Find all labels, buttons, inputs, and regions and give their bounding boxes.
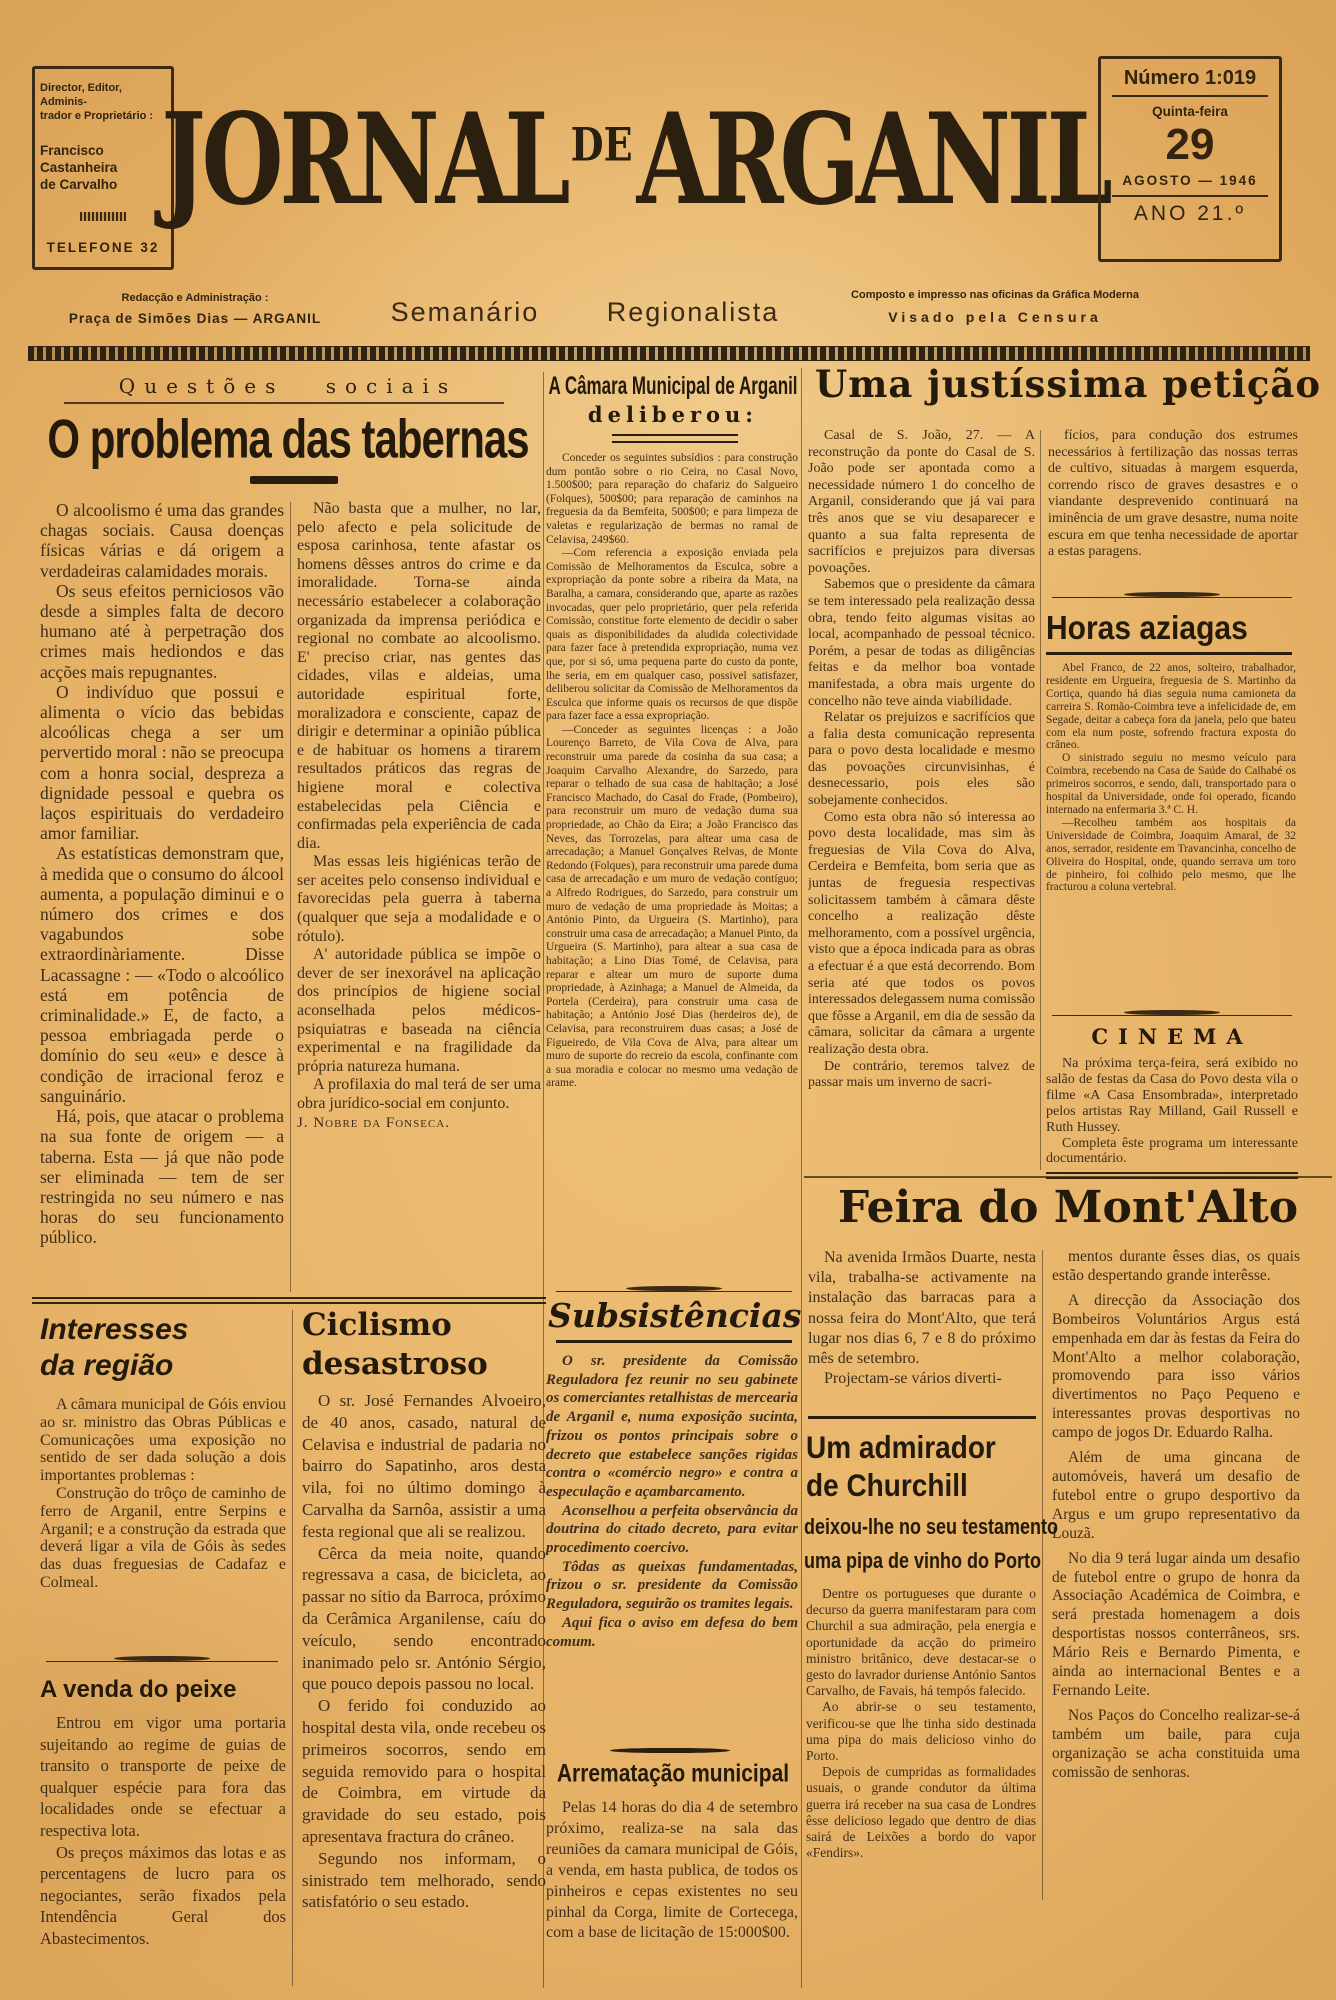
churchill-article — [806, 1586, 1036, 1861]
paragraph: Os preços máximos das lotas e as percentagens de lucro para os negociantes, serão fixados pela Intendência Geral dos Abastecimentos. — [40, 1842, 286, 1948]
paragraph: fícios, para condução dos estrumes necessários à fertilização das nossas terras de cultivo, situadas à margem esquerda, correndo risco de graves desastres e o viandante desprevenido continuará na iminência de um grave desastre, numa noite escura em que tenha necessidade de aportar a estas paragens. — [1048, 428, 1298, 560]
masthead-word-de: DE — [570, 117, 633, 171]
paragraph: O alcoolismo é uma das grandes chagas sociais. Causa doenças físicas várias e dá origem a verdadeiras calamidades morais. — [40, 500, 284, 581]
paragraph: Completa êste programa um interessante documentário. — [1046, 1135, 1298, 1167]
paragraph: O ferido foi conduzido ao hospital desta vila, onde recebeu os primeiros socorros, sendo em seguida removido para o hospital de Coimbra, em virtude da gravidade do seu estado, pois apresentava fractura do crâneo. — [302, 1696, 546, 1846]
paragraph: As estatísticas demonstram que, à medida que o consumo do álcool aumenta, a população diminui e o número dos crimes e dos vagabundos sobe extraordinàriamente. Disse Lacassagne : — «Todo o alcoólico está em potência de criminalidade.» E, de facto, a pessoa embriagada perde o domínio do seu «eu» e desce à condição de irracional feroz e sanguinário. — [40, 843, 284, 1106]
horas-article — [1046, 662, 1296, 894]
paragraph: Mas essas leis higiénicas terão de ser aceites pelo consenso individual e favorecidas pela guerra à taberna (qualquer que seja a modalidade e o rótulo). — [297, 853, 541, 945]
headline-deliberou: deliberou: — [587, 402, 759, 427]
printer-credit: Composto e impresso nas oficinas da Gráfica Moderna — [851, 289, 1139, 301]
paragraph: Conceder os seguintes subsídios : para construção dum pontão sobre o rio Ceira, no Casal Novo, 1.500$00; para reparação do chafariz do Salgueiro (Folques), 500$00; para reparação de caminhos na freguesia da da Bemfeita, 500$00; e para limpeza de valetas e regularização de bermas no ramal de Celavisa, 249$60. — [546, 452, 798, 546]
masthead-rule — [28, 346, 1310, 361]
headline-churchill-line2 — [806, 1468, 1040, 1503]
section-divider — [46, 1658, 278, 1665]
paragraph: O sinistrado seguiu no mesmo veículo para Coimbra, recebendo na Casa de Saúde do Calhabé os primeiros socorros, e sendo, dali, transportado para o hospital da Universidade, onde foi operado, ficando internado na enfermaria 3.ª C. H. — [1046, 752, 1296, 816]
paragraph: —Com referencia a exposição enviada pela Comissão de Melhoramentos da Esculca, sobre a expropriação da ponte sobre a ribeira da Mata, na Baralha, a camara, considerando que, aparte as razões invocadas, quer pelo proprietário, quer pela referida Comissão, constitue forte elemento de decidir o saber quais as disponibilidades da aludida colectividade para fazer face à pretendida expropriação, numa vez que, por si só, uma pequena parte do custo da ponte, lhe seria, em em qualquer caso, possivel satisfazer, deliberou solicitar da Comissão de Melhoramentos da Esculca que informe quais os recursos de que dispõe para fazer face a essa expropriação. — [546, 547, 798, 723]
paragraph: A profilaxia do mal terá de ser uma obra jurídico-social em conjunto. — [297, 1076, 541, 1112]
headline-churchill-line1 — [806, 1430, 1040, 1465]
headline-arrematacao-text: Arrematação municipal — [556, 1760, 790, 1788]
paragraph: Tôdas as queixas fundamentadas, frizou o sr. presidente da Comissão Reguladora, seguirão os tramites legais. — [546, 1558, 798, 1613]
headline-venda: A venda do peixe — [40, 1676, 237, 1703]
paragraph: Aconselhou a perfeita observância da doutrina do citado decreto, para evitar procedimento coercivo. — [546, 1502, 798, 1557]
paragraph: —Conceder as seguintes licenças : a João Lourenço Barreto, de Vila Cova de Alva, para reconstruir uma parede da cosinha da sua casa; a Joaquim Carvalho Alexandre, do Sarzedo, para reparar o telhado de sua casa de habitação; a José Francisco Machado, do Casal do Frade, (Pombeiro), para reconstruir um muro de vedação duma sua propriedade, ao Chão da Eira; a João Francisco das Neves, das Torrozelas, para altear uma casa de arrecadação; a Manuel Gonçalves Relvas, de Monte Redondo (Folques), para reconstruir uma parede duma casa de arrecadação e um muro de vedação contíguo; a Alfredo Rodrigues, do Sarzedo, para construir um muro de vedação de uma propriedade às Moitas; a António Pinto, da Urgueira (S. Martinho), para construir uma casa de arrecadação; a Manuel Pinto, da Urgueira (S. Martinho), para altear a sua casa de habitação; a Lino Dias Tomé, de Celavisa, para reparar e altear um muro de suporte duma propriedade, à Azinhaga; a Manuel de Almeida, da Portela (Cerdeira), para construir uma casa de habitação; a António José Dias (herdeiros de), de Celavisa, para reconstruirem duas casas; a José de Figueiredo, de Vila Cova de Alva, para altear um muro de suporte do recreio da escola, confinante com a sua moradia e colocar no mesmo uma vedação de arame. — [546, 723, 798, 1090]
peticao-column-1 — [808, 428, 1035, 1092]
paragraph: O indivíduo que possui e alimenta o vício das bebidas alcoólicas chega a ser um pervertido moral : não se preocupa com a honra social, despreza a dignidade pessoal e quebra os laços espirituais do verdadeiro amor familiar. — [40, 681, 284, 844]
issue-day: 29 — [1165, 120, 1215, 169]
column-divider — [1042, 1250, 1043, 1900]
paragraph: Além de uma gincana de automóveis, haverá um desafio de futebol entre o grupo desportivo da Argus e um grupo representativo da Louzã. — [1052, 1449, 1300, 1542]
headline-feira: Feira do Mont'Alto — [837, 1182, 1299, 1233]
admin-label-line2: trador e Proprietário : — [40, 110, 154, 122]
paragraph: Projectam-se vários diverti- — [824, 1370, 1002, 1388]
admin-label — [40, 81, 166, 123]
kicker-underline — [64, 402, 504, 404]
headline-ciclismo-line1: Ciclismo — [302, 1307, 452, 1343]
headline-arrematacao — [548, 1760, 798, 1788]
redaccao-label: Redacção e Administração : — [121, 292, 269, 304]
headline-double-underline — [612, 434, 738, 443]
paragraph: Não basta que a mulher, no lar, pelo afecto e pela solicitude de esposa carinhosa, tente afastar os homens dêsses antros do crime e da imoralidade. Torna-se ainda necessário estabelecer a colaboração organizada da imprensa periódica e regional no combate ao alcoolismo. E' preciso criar, nas gentes das cidades, vilas e aldeias, uma autoridade espiritual forte, moralizadora e consciente, capaz de dirigir e determinar a opinião pública e de habituar os homens a tirarem resultados práticos das regras de higiene moral e colectiva estabelecidas pela Ciência e confirmadas pela experiência de cada dia. — [297, 500, 541, 852]
headline-cinema: CINEMA — [1091, 1024, 1253, 1049]
arrematacao-article — [546, 1798, 798, 1944]
masthead-title — [161, 60, 1109, 260]
headline-tabernas-text: O problema das tabernas — [47, 408, 529, 470]
paragraph: O sr. presidente da Comissão Reguladora fez reunir no seu gabinete os comerciantes retalhistas de mercearia de Arganil e, numa exposição sucinta, frizou os pontos principais sobre o decreto que estabelece sanções rigidas contra o «comércio negro» e contra a especulação e açambarcamento. — [546, 1353, 798, 1500]
headline-camara-text: A Câmara Municipal de Arganil — [548, 372, 798, 400]
censorship-notice: Visado pela Censura — [888, 309, 1102, 325]
paragraph: De contrário, teremos talvez de passar mais um inverno de sacri- — [808, 1058, 1035, 1091]
paragraph: A direcção da Associação dos Bombeiros Voluntários Argus está empenhada em dar às festas da Feira do Mont'Alto a melhor colaboração, promovendo para isso vários divertimentos no Paço Pequeno e interessantes provas desportivas no campo de jogos Dr. Eduardo Ralha. — [1052, 1291, 1300, 1442]
paragraph: Os seus efeitos perniciosos vão desde a simples falta de decoro humano até à perpetração dos crimes mais hediondos e das acções mais repugnantes. — [40, 580, 284, 682]
column-divider — [290, 502, 291, 1292]
paragraph: mentos durante êsses dias, os quais estão despertando grande interêsse. — [1052, 1248, 1300, 1284]
paragraph: A' autoridade pública se impõe o dever de ser inexorável na aplicação dos princípios de higiene social aconselhada pelos médicos-psiquiatras e baseada na ciência experimental e na fragilidade da própria natureza humana. — [297, 946, 541, 1075]
column-divider — [292, 1310, 293, 1986]
headline-tabernas — [34, 408, 542, 470]
issue-number: Número 1:019 — [1112, 67, 1268, 97]
camara-article — [546, 452, 798, 1091]
section-rule — [808, 1416, 1036, 1419]
paragraph: Entrou em vigor uma portaria sujeitando ao regime de guias de transito o transporte de peixe de qualquer espécie para fora das localidades onde se efectuar a respectiva lota. — [40, 1713, 286, 1840]
paragraph: —Recolheu também aos hospitais da Universidade de Coimbra, Joaquim Amaral, de 32 anos, serrador, residente em Travancinha, concelho de Oliveira do Hospital, onde, quando serrava um toro de pinheiro, foi colhido pelo mesmo, que lhe fracturou a coluna vertebral. — [1046, 816, 1296, 894]
headline-camara — [548, 372, 798, 400]
churchill-deck-text2: uma pipa de vinho do Porto — [804, 1548, 1042, 1573]
section-rule — [32, 1297, 546, 1304]
paragraph: Aqui fica o aviso em defesa do bem comum. — [546, 1614, 798, 1650]
owner-name-line1: Francisco Castanheira — [40, 143, 118, 175]
interesses-article — [40, 1396, 286, 1592]
headline-underline — [556, 1340, 792, 1343]
headline-interesses — [40, 1312, 286, 1384]
section-divider — [1052, 594, 1292, 601]
paragraph: No dia 9 terá lugar ainda um desafio de futebol entre o grupo de honra da Associação Académica de Coimbra, e será prestada homenagem a dois desportistas nossos conterrâneos, srs. Mário Reis e Bernardo Pimenta, e ainda ao internacional Bentes e a Fernando Leite. — [1052, 1549, 1300, 1699]
tagline: Semanário Regionalista — [390, 297, 780, 327]
owner-name-line2: de Carvalho — [40, 177, 118, 192]
headline-peticao: Uma justíssima petição — [815, 362, 1321, 406]
headline-horas — [1046, 610, 1300, 647]
redaccao-address: Praça de Simões Dias — ARGANIL — [68, 311, 322, 326]
paragraph: Abel Franco, de 22 anos, solteiro, trabalhador, residente em Urgueira, freguesia de S. Martinho da Cortiça, quando há dias seguia numa camioneta da carreira S. Romão-Coimbra teve a infelicidade de, em Segade, deitar a cabeça fora da janela, pelo que bateu com ela num poste, sofrendo fractura exposta do crâneo. — [1046, 662, 1296, 752]
tabernas-column-2 — [297, 500, 541, 1132]
headline-subsistencias: Subsistências — [548, 1296, 802, 1335]
headline-underline — [1046, 652, 1292, 655]
paragraph: Na próxima terça-feira, será exibido no salão de festas da Casa do Povo desta vila o filme «A Casa Ensombrada», interpretado pelos artistas Ray Milland, Gail Russell e Ruth Hussey. — [1046, 1056, 1298, 1135]
paragraph: Segundo nos informam, o sinistrado tem melhorado, sendo satisfatório o seu estado. — [302, 1848, 546, 1912]
column-divider — [801, 368, 802, 1988]
section-divider — [1052, 1012, 1292, 1019]
paragraph: A câmara municipal de Góis enviou ao sr. ministro das Obras Públicas e Comunicações uma exposição no sentido de ser dada solução a dois importantes problemas : — [40, 1396, 286, 1485]
author-signature: J. Nobre da Fonseca. — [297, 1114, 450, 1131]
headline-ornament-bar — [250, 476, 338, 484]
paragraph: Nos Paços do Concelho realizar-se-á também um baile, para cuja organização se acha constituida uma comissão de senhoras. — [1052, 1706, 1300, 1781]
churchill-deck-line1 — [804, 1514, 1059, 1539]
paragraph: Como esta obra não só interessa ao povo desta localidade, mas sim às freguesias de Vila Cova do Alva, Cerdeira e Bemfeita, bom seria que as juntas de freguesia respectivas solicitassem também à câmara dêste concelho a realização dêste melhoramento, com a possível urgência, visto que a época indicada para as obras a efectuar é a que está decorrendo. Bom seria até que todos os povos interessados delegassem numa comissão que fôsse a Arganil, em dia de sessão da câmara, solicitar da câmara a urgente realização desta obra. — [808, 809, 1035, 1057]
column-divider — [1040, 430, 1041, 1170]
telephone-number: TELEFONE 32 — [46, 240, 160, 255]
issue-info-box — [1098, 56, 1282, 262]
paragraph: O sr. José Fernandes Alvoeiro, de 40 anos, casado, natural de Celavisa e industrial de padaria no bairro do Sapatinho, aros desta vila, foi no último domingo à Carvalha da Sarnôa, assistir a uma festa regional que ali se realizou. — [302, 1391, 546, 1541]
issue-month-year: AGOSTO — 1946 — [1112, 173, 1268, 197]
redaccao-block — [30, 292, 360, 326]
paragraph: Relatar os prejuizos e sacrifícios que a falia desta comunicação representa para o povo desta localidade e mesmo das povoações circunvisinhas, é desnecessario, pois eles são sobejamente conhecidos. — [808, 710, 1035, 809]
issue-weekday: Quinta-feira — [1152, 104, 1228, 119]
paragraph: Dentre os portugueses que durante o decurso da guerra manifestaram para com Churchil a sua admiração, pela energia e oportunidade da acção do primeiro ministro britânico, deve destacar-se o gesto do lavrador duriense António Santos Carvalho, de Favais, há tempós falecido. — [806, 1586, 1036, 1699]
section-rule — [804, 1176, 1332, 1178]
admin-label-line1: Director, Editor, Adminis- — [40, 82, 122, 108]
headline-horas-text: Horas aziagas — [1046, 610, 1248, 647]
paragraph: Há, pois, que atacar o problema na sua fonte de origem — a taberna. Esta — já que não pode ser eliminada — tem de ser restringida no seu número e nas horas do seu funcionamento público. — [40, 1106, 284, 1248]
peticao-column-2 — [1048, 428, 1298, 561]
venda-article — [40, 1712, 286, 1950]
headline-churchill-text2: de Churchill — [806, 1468, 968, 1503]
paragraph: Casal de S. João, 27. — A reconstrução da ponte do Casal de S. João pode ser apontada como a necessidade número 1 do concelho de Arganil, considerando que já vai para três anos que se viu desaparecer e quanto a sua falta representa de sacrifícios e prejuizos para diversas povoações. — [808, 428, 1035, 576]
subsistencias-article — [546, 1352, 798, 1651]
owner-name — [40, 142, 166, 193]
headline-ciclismo-line2: desastroso — [302, 1346, 488, 1382]
headline-churchill-text1: Um admirador — [806, 1430, 996, 1465]
feira-column-1 — [808, 1248, 1036, 1389]
paragraph: Pelas 14 horas do dia 4 de setembro próximo, realiza-se na sala das reuniões da camara municipal de Góis, a venda, em hasta publica, de todos os pinheiros e cepas existentes no seu pinhal da Corga, limite de Cortecega, com a base de licitação de 15:000$00. — [546, 1799, 798, 1942]
section-divider — [610, 1748, 730, 1753]
tabernas-column-1 — [40, 500, 284, 1248]
paragraph: Construção do trôço de caminho de ferro de Arganil, entre Serpins e Arganil; e a construção da estrada que deverá ligar a vila de Góis às sedes das duas freguesias de Cadafaz e Colmeal. — [40, 1484, 286, 1591]
churchill-deck-line2 — [804, 1548, 1042, 1573]
cinema-article — [1046, 1056, 1298, 1167]
headline-ciclismo — [302, 1306, 546, 1384]
masthead-word-arganil: ARGANIL — [636, 86, 1109, 234]
paragraph: Cêrca da meia noite, quando regressava a casa, de bicicleta, ao passar no sítio da Barroca, próximo da Cerâmica Arganilense, caíu do veículo, sendo encontrado inanimado pelo sr. António Sérgio, que pouco depois passou no local. — [302, 1543, 546, 1694]
paragraph: Ao abrir-se o seu testamento, verificou-se que lhe tinha sido destinada uma pipa do mais delicioso vinho do Porto. — [806, 1699, 1036, 1764]
paragraph: Na avenida Irmãos Duarte, nesta vila, trabalha-se activamente na instalação das barracas para a nossa feira do Mont'Alto, que terá lugar nos dias 6, 7 e 8 do próximo mês de setembro. — [808, 1249, 1036, 1368]
ornament-hatch — [80, 212, 126, 221]
section-divider — [556, 1288, 792, 1295]
feira-column-2 — [1052, 1248, 1300, 1788]
headline-interesses-line2: da região — [40, 1349, 174, 1382]
paragraph: Depois de cumpridas as formalidades usuais, o grande condutor da última guerra irá receber na sua casa de Londres êsse delicioso legado que dentro de dias sairá de Leixões a bordo do vapor «Fendirs». — [806, 1764, 1036, 1861]
issue-year-label: ANO 21.º — [1133, 202, 1247, 225]
headline-interesses-line1: Interesses — [40, 1313, 189, 1346]
ciclismo-article — [302, 1390, 546, 1913]
printer-block — [830, 289, 1160, 325]
paragraph: Sabemos que o presidente da câmara se tem interessado pela realização dessa obra, tendo feito algumas visitas ao local, acompanhado de pessoal técnico. Porém, a pesar de todas as diligências feitas e da melhor boa vontade manifestada, a obra mais urgente do concelho não teve ainda viabilidade. — [808, 577, 1035, 709]
churchill-deck-text1: deixou-lhe no seu testamento — [804, 1514, 1059, 1539]
kicker-questoes-sociais: Questões sociais — [118, 374, 458, 398]
admin-info-box — [32, 66, 174, 270]
masthead-word-jornal: JORNAL — [161, 86, 567, 234]
